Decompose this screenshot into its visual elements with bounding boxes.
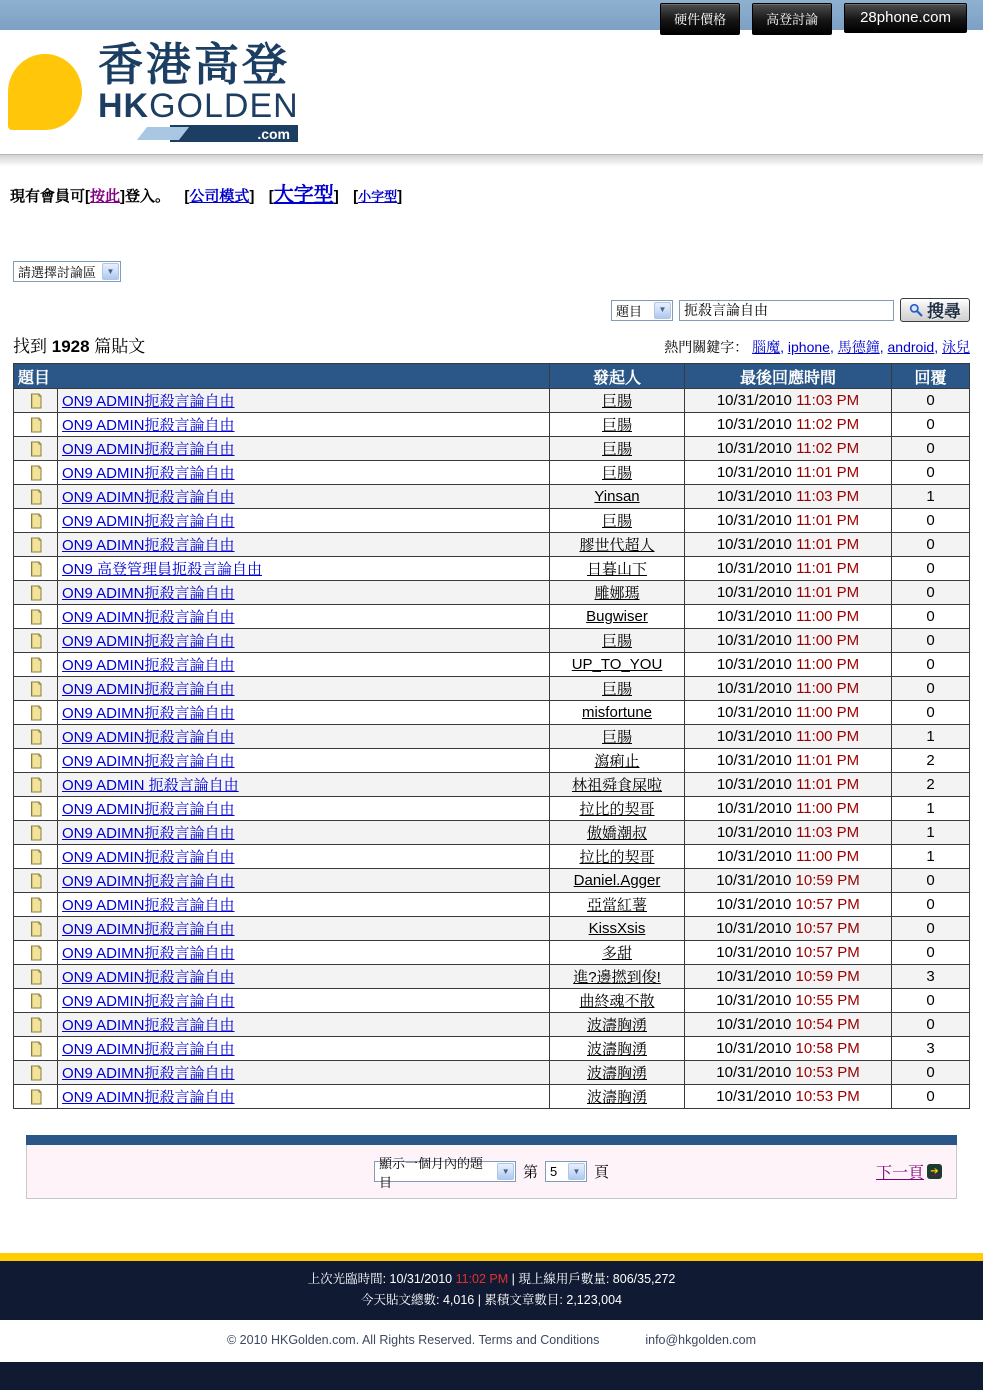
table-row xyxy=(14,461,970,485)
topic-link[interactable]: ON9 ADMIN扼殺言論自由 xyxy=(62,969,235,986)
search-bar xyxy=(13,298,970,322)
author-link[interactable]: 巨腸 xyxy=(601,441,632,458)
topic-link[interactable]: ON9 ADMIN扼殺言論自由 xyxy=(62,657,235,674)
author-link[interactable]: 波濤胸湧 xyxy=(586,1041,647,1058)
author-link[interactable]: 巨腸 xyxy=(601,681,632,698)
last-reply-time: 11:00 PM xyxy=(796,800,860,817)
reply-count: 0 xyxy=(892,509,970,533)
table-row xyxy=(14,1037,970,1061)
pagination-top-bar xyxy=(26,1135,957,1145)
chevron-down-icon: ▼ xyxy=(497,1163,514,1180)
forum-select[interactable]: 請選擇討論區 ▼ xyxy=(13,261,121,282)
last-reply-date: 10/31/2010 xyxy=(716,464,792,481)
last-reply-date: 10/31/2010 xyxy=(716,920,792,937)
note-icon xyxy=(29,1041,42,1057)
topic-link[interactable]: ON9 高登管理員扼殺言論自由 xyxy=(62,561,263,578)
hot-keyword-link[interactable]: 泳兒 xyxy=(942,339,970,355)
reply-count: 2 xyxy=(892,749,970,773)
last-reply-time: 10:57 PM xyxy=(795,896,860,913)
last-reply-time: 11:02 PM xyxy=(796,416,860,433)
topic-link[interactable]: ON9 ADIMN扼殺言論自由 xyxy=(62,825,235,842)
topic-link[interactable]: ON9 ADIMN扼殺言論自由 xyxy=(62,921,235,938)
table-header-row xyxy=(14,364,970,389)
last-reply-date: 10/31/2010 xyxy=(716,848,792,865)
last-reply-time: 11:00 PM xyxy=(796,704,860,721)
note-icon xyxy=(29,537,42,553)
header-last-reply: 最後回應時間 xyxy=(685,364,892,389)
author-link[interactable]: 巨腸 xyxy=(601,513,632,530)
reply-count: 0 xyxy=(892,653,970,677)
author-link[interactable]: 巨腸 xyxy=(601,465,632,482)
topic-link[interactable]: ON9 ADIMN扼殺言論自由 xyxy=(62,585,235,602)
last-reply-date: 10/31/2010 xyxy=(716,704,792,721)
author-link[interactable]: 瀉痢止 xyxy=(594,753,640,770)
note-icon xyxy=(29,705,42,721)
chevron-down-icon: ▼ xyxy=(102,263,119,280)
note-icon xyxy=(29,753,42,769)
reply-count: 3 xyxy=(892,1037,970,1061)
page-prefix: 第 xyxy=(522,1164,538,1181)
topic-link[interactable]: ON9 ADMIN扼殺言論自由 xyxy=(62,393,235,410)
note-icon xyxy=(29,609,42,625)
last-reply-time: 10:57 PM xyxy=(795,920,860,937)
table-row xyxy=(14,773,970,797)
table-row xyxy=(14,437,970,461)
topic-link[interactable]: ON9 ADMIN扼殺言論自由 xyxy=(62,801,235,818)
last-reply-date: 10/31/2010 xyxy=(716,488,792,505)
note-icon xyxy=(29,921,42,937)
last-reply-date: 10/31/2010 xyxy=(716,512,792,529)
hot-keyword-link[interactable]: 馬德鐘 xyxy=(837,339,880,355)
topic-link[interactable]: ON9 ADMIN 扼殺言論自由 xyxy=(62,777,239,794)
header-replies: 回覆 xyxy=(892,364,970,389)
page-suffix: 頁 xyxy=(594,1164,610,1181)
topbar-28phone-button[interactable]: 28phone.com xyxy=(844,3,967,33)
logo-domain: .com xyxy=(170,125,298,142)
header-author: 發起人 xyxy=(550,364,685,389)
author-link[interactable]: 巨腸 xyxy=(601,633,632,650)
reply-count: 0 xyxy=(892,917,970,941)
topic-link[interactable]: ON9 ADMIN扼殺言論自由 xyxy=(62,849,235,866)
table-row xyxy=(14,581,970,605)
reply-count: 0 xyxy=(892,1085,970,1109)
reply-count: 0 xyxy=(892,389,970,413)
table-row xyxy=(14,989,970,1013)
last-reply-time: 11:01 PM xyxy=(796,776,860,793)
table-row xyxy=(14,845,970,869)
author-link[interactable]: 拉比的契哥 xyxy=(579,801,655,818)
table-row xyxy=(14,965,970,989)
table-row xyxy=(14,557,970,581)
note-icon xyxy=(29,561,42,577)
last-reply-time: 11:01 PM xyxy=(796,512,860,529)
topics-table xyxy=(13,363,970,1109)
reply-count: 0 xyxy=(892,581,970,605)
last-reply-date: 10/31/2010 xyxy=(716,1088,792,1105)
reply-count: 0 xyxy=(892,557,970,581)
topic-link[interactable]: ON9 ADIMN扼殺言論自由 xyxy=(62,753,235,770)
result-count: 找到 1928 篇貼文 xyxy=(13,337,146,356)
reply-count: 2 xyxy=(892,773,970,797)
author-link[interactable]: Bugwiser xyxy=(586,608,648,625)
last-reply-date: 10/31/2010 xyxy=(716,392,792,409)
author-link[interactable]: 日暮山下 xyxy=(586,561,647,578)
topic-link[interactable]: ON9 ADIMN扼殺言論自由 xyxy=(62,1065,235,1082)
logo-latin-title: HKGOLDEN xyxy=(98,86,299,125)
search-input[interactable] xyxy=(679,300,894,321)
topbar xyxy=(0,0,983,30)
last-reply-date: 10/31/2010 xyxy=(716,1040,792,1057)
reply-count: 1 xyxy=(892,845,970,869)
last-reply-date: 10/31/2010 xyxy=(716,656,792,673)
note-icon xyxy=(29,513,42,529)
table-row xyxy=(14,629,970,653)
table-row xyxy=(14,797,970,821)
footer-yellow-bar xyxy=(0,1253,983,1261)
login-click-here-link[interactable]: 按此 xyxy=(90,188,121,205)
table-row xyxy=(14,413,970,437)
reply-count: 0 xyxy=(892,677,970,701)
table-row xyxy=(14,749,970,773)
author-link[interactable]: 波濤胸湧 xyxy=(586,1089,647,1106)
footer-bottom-bar xyxy=(0,1362,983,1390)
author-link[interactable]: 巨腸 xyxy=(601,417,632,434)
author-link[interactable]: 雕娜瑪 xyxy=(594,585,640,602)
note-icon xyxy=(29,1065,42,1081)
reply-count: 0 xyxy=(892,941,970,965)
header-topic: 題目 xyxy=(14,364,550,389)
topic-link[interactable]: ON9 ADIMN扼殺言論自由 xyxy=(62,489,235,506)
logo-chinese-title: 香港高登 xyxy=(98,39,291,91)
footer-stats-line2: 今天貼文總數: 4,016 | 累積文章數目: 2,123,004 xyxy=(361,1292,622,1307)
author-link[interactable]: 亞當紅薯 xyxy=(586,897,647,914)
next-page-link[interactable]: 下一頁 ➔ xyxy=(876,1160,942,1183)
topic-link[interactable]: ON9 ADMIN扼殺言論自由 xyxy=(62,465,235,482)
reply-count: 1 xyxy=(892,485,970,509)
table-row xyxy=(14,653,970,677)
author-link[interactable]: Yinsan xyxy=(594,488,640,505)
author-link[interactable]: 林祖舜食屎啦 xyxy=(571,777,662,794)
note-icon xyxy=(29,897,42,913)
last-reply-date: 10/31/2010 xyxy=(716,632,792,649)
last-reply-time: 11:01 PM xyxy=(796,752,860,769)
note-icon xyxy=(29,945,42,961)
last-reply-date: 10/31/2010 xyxy=(716,968,792,985)
topic-link[interactable]: ON9 ADMIN扼殺言論自由 xyxy=(62,681,235,698)
reply-count: 3 xyxy=(892,965,970,989)
footer-stats-line1: 上次光臨時間: 10/31/2010 11:02 PM | 現上線用戶數量: 806/35,272 xyxy=(307,1272,676,1286)
last-reply-time: 10:59 PM xyxy=(795,872,860,889)
reply-count: 0 xyxy=(892,701,970,725)
reply-count: 0 xyxy=(892,893,970,917)
author-link[interactable]: 拉比的契哥 xyxy=(579,849,655,866)
reply-count: 0 xyxy=(892,869,970,893)
topic-link[interactable]: ON9 ADMIN扼殺言論自由 xyxy=(62,513,235,530)
reply-count: 0 xyxy=(892,437,970,461)
last-reply-time: 11:01 PM xyxy=(796,464,860,481)
note-icon xyxy=(29,681,42,697)
note-icon xyxy=(29,969,42,985)
topic-link[interactable]: ON9 ADMIN扼殺言論自由 xyxy=(62,633,235,650)
topic-link[interactable]: ON9 ADIMN扼殺言論自由 xyxy=(62,609,235,626)
table-row xyxy=(14,893,970,917)
topic-link[interactable]: ON9 ADIMN扼殺言論自由 xyxy=(62,1017,235,1034)
last-reply-time: 11:03 PM xyxy=(796,392,860,409)
topbar-hardware-price-button[interactable]: 硬件價格 xyxy=(660,3,740,35)
last-reply-time: 10:55 PM xyxy=(795,992,860,1009)
table-row xyxy=(14,1061,970,1085)
reply-count: 1 xyxy=(892,797,970,821)
topic-link[interactable]: ON9 ADMIN扼殺言論自由 xyxy=(62,441,235,458)
period-filter-select[interactable]: 顯示一個月內的題目 ▼ xyxy=(374,1161,516,1182)
table-row xyxy=(14,389,970,413)
table-row xyxy=(14,941,970,965)
header-divider xyxy=(0,154,983,166)
topic-table-body xyxy=(14,389,970,1109)
last-reply-time: 10:57 PM xyxy=(795,944,860,961)
contact-email: info@hkgolden.com xyxy=(645,1333,757,1348)
last-reply-date: 10/31/2010 xyxy=(716,872,792,889)
last-reply-time: 10:59 PM xyxy=(795,968,860,985)
hot-keywords-label: 熱門關鍵字： xyxy=(664,339,749,355)
last-reply-date: 10/31/2010 xyxy=(716,560,792,577)
last-reply-time: 11:00 PM xyxy=(796,656,860,673)
author-link[interactable]: 曲終魂不散 xyxy=(579,993,655,1010)
last-reply-time: 11:02 PM xyxy=(796,440,860,457)
topic-link[interactable]: ON9 ADIMN扼殺言論自由 xyxy=(62,873,235,890)
topic-link[interactable]: ON9 ADMIN扼殺言論自由 xyxy=(62,417,235,434)
page-number-select[interactable]: 5 ▼ xyxy=(545,1161,587,1182)
company-mode-link[interactable]: 公司模式 xyxy=(189,188,250,205)
last-reply-time: 11:01 PM xyxy=(796,584,860,601)
last-reply-date: 10/31/2010 xyxy=(716,680,792,697)
reply-count: 0 xyxy=(892,1061,970,1085)
author-link[interactable]: 傲嬌潮叔 xyxy=(586,825,647,842)
table-row xyxy=(14,509,970,533)
last-reply-time: 11:00 PM xyxy=(796,632,860,649)
hot-keywords: 熱門關鍵字： 腦魔, iphone, 馬德鐘, android, 泳兒 xyxy=(664,339,970,355)
last-reply-date: 10/31/2010 xyxy=(716,824,792,841)
note-icon xyxy=(29,441,42,457)
hot-keyword-link[interactable]: android xyxy=(887,339,935,355)
note-icon xyxy=(29,657,42,673)
chevron-down-icon: ▼ xyxy=(654,302,671,319)
last-reply-time: 11:01 PM xyxy=(796,536,860,553)
note-icon xyxy=(29,1089,42,1105)
table-row xyxy=(14,533,970,557)
hot-keyword-link[interactable]: 腦魔 xyxy=(752,339,781,355)
note-icon xyxy=(29,777,42,793)
last-visit-time: 11:02 PM xyxy=(455,1272,509,1286)
reply-count: 0 xyxy=(892,413,970,437)
last-reply-date: 10/31/2010 xyxy=(716,728,792,745)
last-reply-time: 11:00 PM xyxy=(796,728,860,745)
last-reply-date: 10/31/2010 xyxy=(716,1064,792,1081)
note-icon xyxy=(29,729,42,745)
author-link[interactable]: misfortune xyxy=(581,704,653,721)
note-icon xyxy=(29,465,42,481)
last-reply-time: 10:53 PM xyxy=(795,1064,860,1081)
last-reply-time: 10:58 PM xyxy=(795,1040,860,1057)
reply-count: 0 xyxy=(892,989,970,1013)
topic-link[interactable]: ON9 ADIMN扼殺言論自由 xyxy=(62,1089,235,1106)
last-reply-time: 11:01 PM xyxy=(796,560,860,577)
topic-link[interactable]: ON9 ADMIN扼殺言論自由 xyxy=(62,729,235,746)
table-row xyxy=(14,917,970,941)
note-icon xyxy=(29,417,42,433)
small-font-link[interactable]: 小字型 xyxy=(358,189,398,204)
topbar-golden-forum-button[interactable]: 高登討論 xyxy=(752,3,832,35)
last-reply-date: 10/31/2010 xyxy=(716,992,792,1009)
last-reply-time: 11:00 PM xyxy=(796,680,860,697)
note-icon xyxy=(29,585,42,601)
author-link[interactable]: 巨腸 xyxy=(601,729,632,746)
author-link[interactable]: 膠世代超人 xyxy=(579,537,655,554)
chevron-down-icon: ▼ xyxy=(568,1163,585,1180)
author-link[interactable]: 波濤胸湧 xyxy=(586,1065,647,1082)
last-reply-date: 10/31/2010 xyxy=(716,776,792,793)
hkgolden-logo-icon[interactable] xyxy=(8,54,82,130)
search-field-select[interactable]: 題目 ▼ xyxy=(611,300,673,321)
footer-stats xyxy=(0,1261,983,1320)
reply-count: 1 xyxy=(892,725,970,749)
last-reply-time: 11:03 PM xyxy=(796,488,860,505)
last-reply-date: 10/31/2010 xyxy=(716,584,792,601)
topic-link[interactable]: ON9 ADIMN扼殺言論自由 xyxy=(62,945,235,962)
note-icon xyxy=(29,825,42,841)
note-icon xyxy=(29,393,42,409)
reply-count: 0 xyxy=(892,605,970,629)
reply-count: 0 xyxy=(892,461,970,485)
author-link[interactable]: 多甜 xyxy=(601,945,632,962)
reply-count: 0 xyxy=(892,533,970,557)
last-reply-date: 10/31/2010 xyxy=(716,752,792,769)
table-row xyxy=(14,485,970,509)
last-reply-time: 10:54 PM xyxy=(795,1016,860,1033)
table-row xyxy=(14,605,970,629)
last-reply-time: 11:00 PM xyxy=(796,608,860,625)
next-page-arrow-icon: ➔ xyxy=(927,1164,942,1179)
author-link[interactable]: KissXsis xyxy=(588,920,646,937)
topic-link[interactable]: ON9 ADIMN扼殺言論自由 xyxy=(62,537,235,554)
login-text: 現有會員可[按此]登入。 xyxy=(10,188,171,205)
last-reply-date: 10/31/2010 xyxy=(716,536,792,553)
topic-link[interactable]: ON9 ADMIN扼殺言論自由 xyxy=(62,993,235,1010)
note-icon xyxy=(29,873,42,889)
table-row xyxy=(14,869,970,893)
topic-link[interactable]: ON9 ADIMN扼殺言論自由 xyxy=(62,705,235,722)
last-reply-date: 10/31/2010 xyxy=(716,416,792,433)
site-header xyxy=(0,30,983,154)
login-bar: 現有會員可[按此]登入。 [公司模式] [大字型] [小字型] xyxy=(10,184,403,206)
table-row xyxy=(14,821,970,845)
reply-count: 1 xyxy=(892,821,970,845)
last-reply-date: 10/31/2010 xyxy=(716,440,792,457)
topic-link[interactable]: ON9 ADIMN扼殺言論自由 xyxy=(62,1041,235,1058)
large-font-link[interactable]: 大字型 xyxy=(273,184,334,206)
last-reply-date: 10/31/2010 xyxy=(716,608,792,625)
table-row xyxy=(14,677,970,701)
search-icon xyxy=(909,303,923,317)
author-link[interactable]: UP_TO_YOU xyxy=(571,656,663,673)
last-reply-date: 10/31/2010 xyxy=(716,896,792,913)
author-link[interactable]: 進?邊撚到俊! xyxy=(573,969,661,986)
table-row xyxy=(14,1013,970,1037)
reply-count: 0 xyxy=(892,1013,970,1037)
author-link[interactable]: 巨腸 xyxy=(601,393,632,410)
hkgolden-logo[interactable] xyxy=(98,39,299,142)
table-row xyxy=(14,701,970,725)
pagination xyxy=(26,1135,957,1199)
note-icon xyxy=(29,849,42,865)
note-icon xyxy=(29,633,42,649)
note-icon xyxy=(29,801,42,817)
last-reply-date: 10/31/2010 xyxy=(716,1016,792,1033)
footer-copyright xyxy=(0,1320,983,1362)
note-icon xyxy=(29,1017,42,1033)
reply-count: 0 xyxy=(892,629,970,653)
note-icon xyxy=(29,489,42,505)
topic-link[interactable]: ON9 ADMIN扼殺言論自由 xyxy=(62,897,235,914)
author-link[interactable]: Daniel.Agger xyxy=(573,872,661,889)
last-reply-date: 10/31/2010 xyxy=(716,944,792,961)
note-icon xyxy=(29,993,42,1009)
last-reply-time: 11:03 PM xyxy=(796,824,860,841)
author-link[interactable]: 波濤胸湧 xyxy=(586,1017,647,1034)
search-button[interactable]: 搜尋 xyxy=(900,298,970,322)
last-reply-time: 10:53 PM xyxy=(795,1088,860,1105)
copyright-text: © 2010 HKGolden.com. All Rights Reserved. Terms and Conditions xyxy=(226,1333,600,1348)
last-reply-time: 11:00 PM xyxy=(796,848,860,865)
table-row xyxy=(14,725,970,749)
last-reply-date: 10/31/2010 xyxy=(716,800,792,817)
hot-keyword-link[interactable]: iphone xyxy=(787,339,830,355)
table-row xyxy=(14,1085,970,1109)
